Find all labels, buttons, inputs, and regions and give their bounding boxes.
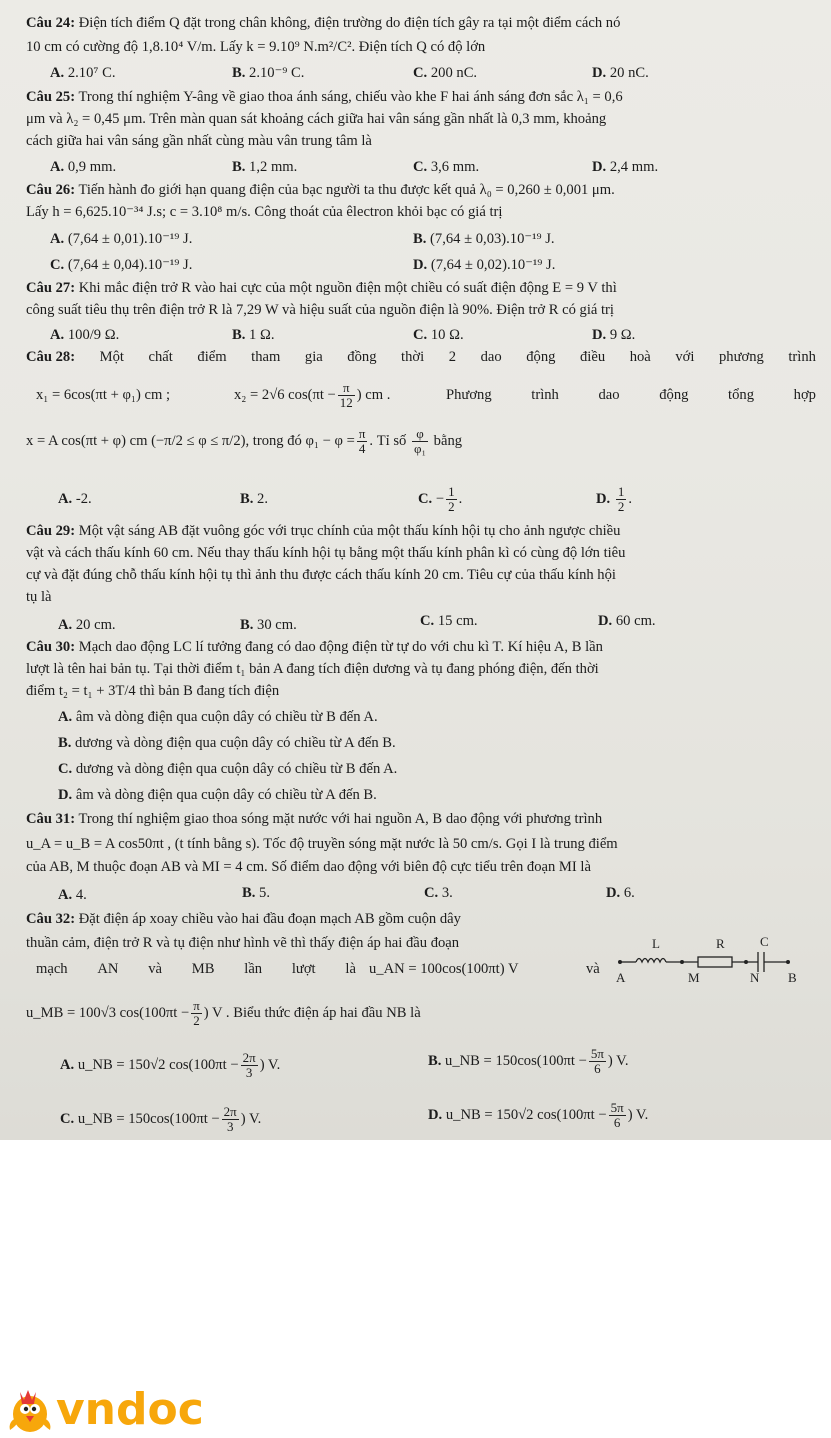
q27-option-c[interactable]: C. 10 Ω. bbox=[413, 327, 464, 343]
q29-line4: tụ là bbox=[26, 589, 52, 605]
q29-option-a[interactable]: A. 20 cm. bbox=[58, 617, 116, 633]
q26-option-b[interactable]: B. (7,64 ± 0,03).10⁻¹⁹ J. bbox=[413, 231, 555, 247]
q31-option-c[interactable]: C. 3. bbox=[424, 885, 453, 901]
q25-option-c[interactable]: C. 3,6 mm. bbox=[413, 159, 480, 175]
q29-line1: Câu 29: Một vật sáng AB đặt vuông góc với trục chính của một thấu kính hội tụ cho ảnh ngược chiều bbox=[26, 523, 621, 539]
q28-line3: x = A cos(πt + φ) cm (−π/2 ≤ φ ≤ π/2), trong đó φ₁ − φ = $\frac{\pi}{4}$ . Tỉ số $\frac{\varphi}{\text{φ₁}}$ bằng bbox=[26, 426, 463, 457]
q25-option-d[interactable]: D. 2,4 mm. bbox=[592, 159, 659, 175]
q25-line3: cách giữa hai vân sáng gần nhất cùng màu vân trung tâm là bbox=[26, 133, 372, 149]
vndoc-logo bbox=[4, 1378, 234, 1438]
q30-option-c[interactable]: C. dương và dòng điện qua cuộn dây có chiều từ B đến A. bbox=[58, 761, 398, 777]
q30-line1: Câu 30: Mạch dao động LC lí tưởng đang có dao động điện từ tự do với chu kì T. Kí hiệu A, B lần bbox=[26, 639, 603, 655]
q26-option-d[interactable]: D. (7,64 ± 0,02).10⁻¹⁹ J. bbox=[413, 257, 556, 273]
q29-line2: vật và cách thấu kính 60 cm. Nếu thay thấu kính hội tụ bằng một thấu kính phân kì có cùng độ lớn tiêu bbox=[26, 545, 626, 561]
q24-line2: 10 cm có cường độ 1,8.10⁴ V/m. Lấy k = 9.10⁹ N.m²/C². Điện tích Q có độ lớn bbox=[26, 39, 486, 55]
q30-line2: lượt là tên hai bản tụ. Tại thời điểm t₁ bản A đang tích điện dương và tụ đang phóng điện, đến thời bbox=[26, 661, 599, 677]
q25-line2: μm và λ₂ = 0,45 μm. Trên màn quan sát khoảng cách giữa hai vân sáng gần nhất là 0,3 mm, khoảng bbox=[26, 111, 607, 127]
q24-option-a[interactable]: A. 2.10⁷ C. bbox=[50, 65, 116, 81]
q32-line1: Câu 32: Đặt điện áp xoay chiều vào hai đầu đoạn mạch AB gồm cuộn dây bbox=[26, 911, 461, 927]
q32-option-a[interactable]: A. u_NB = 150√2 cos(100πt − $\frac{2\pi}{3}$ ) V. bbox=[60, 1050, 281, 1081]
q27-line1: Câu 27: Khi mắc điện trở R vào hai cực của một nguồn điện một chiều có suất điện động E = 9 V thì bbox=[26, 280, 617, 296]
q27-option-d[interactable]: D. 9 Ω. bbox=[592, 327, 636, 343]
q30-option-d[interactable]: D. âm và dòng điện qua cuộn dây có chiều từ A đến B. bbox=[58, 787, 377, 803]
q32-line2: thuần cảm, điện trở R và tụ điện như hình vẽ thì thấy điện áp hai đầu đoạn bbox=[26, 935, 460, 951]
q26-line1: Câu 26: Tiến hành đo giới hạn quang điện của bạc người ta thu được kết quả λ₀ = 0,260 ± 0,001 μm. bbox=[26, 182, 615, 198]
q28-option-a[interactable]: A. -2. bbox=[58, 491, 92, 507]
q30-option-a[interactable]: A. âm và dòng điện qua cuộn dây có chiều từ B đến A. bbox=[58, 709, 378, 725]
q32-option-c[interactable]: C. u_NB = 150cos(100πt − $\frac{2\pi}{3}$ ) V. bbox=[60, 1104, 262, 1135]
q31-line2: u_A = u_B = A cos50πt , (t tính bằng s). Tốc độ truyền sóng mặt nước là 50 cm/s. Gọi I là trung điểm bbox=[26, 836, 618, 852]
q28-line1: Câu 28: Một chất điểm tham gia đồng thời 2 dao động điều hoà với phương trình bbox=[26, 349, 816, 365]
node-a bbox=[618, 960, 622, 964]
node-b bbox=[786, 960, 790, 964]
q27-option-a[interactable]: A. 100/9 Ω. bbox=[50, 327, 120, 343]
label-l: L bbox=[652, 936, 660, 951]
q26-line2: Lấy h = 6,625.10⁻³⁴ J.s; c = 3.10⁸ m/s. Công thoát của êlectron khỏi bạc có giá trị bbox=[26, 204, 503, 220]
q31-line1: Câu 31: Trong thí nghiệm giao thoa sóng mặt nước với hai nguồn A, B dao động với phương trình bbox=[26, 811, 603, 827]
label-n: N bbox=[750, 970, 760, 985]
node-n bbox=[744, 960, 748, 964]
q24-label: Câu 24: bbox=[26, 15, 76, 31]
q32-option-b[interactable]: B. u_NB = 150cos(100πt − $\frac{5\pi}{6}$ ) V. bbox=[428, 1046, 629, 1077]
q31-option-a[interactable]: A. 4. bbox=[58, 887, 87, 903]
label-m: M bbox=[688, 970, 700, 985]
q24-option-b[interactable]: B. 2.10⁻⁹ C. bbox=[232, 65, 305, 81]
q24-text1: Điện tích điểm Q đặt trong chân không, điện trường do điện tích gây ra tại một điểm cách nó bbox=[78, 15, 621, 31]
q24-option-d[interactable]: D. 20 nC. bbox=[592, 65, 649, 81]
label-r: R bbox=[716, 936, 725, 951]
q31-option-d[interactable]: D. 6. bbox=[606, 885, 635, 901]
q25-line1: Câu 25: Trong thí nghiệm Y-âng về giao thoa ánh sáng, chiếu vào khe F hai ánh sáng đơn sắc λ₁ = 0,6 bbox=[26, 89, 623, 105]
resistor-box bbox=[698, 957, 732, 967]
q27-line2: công suất tiêu thụ trên điện trở R là 7,29 W và hiệu suất của nguồn điện là 90%. Điện trở R có giá trị bbox=[26, 302, 614, 318]
q28-option-c[interactable]: C. − $\frac{1}{2}$ . bbox=[418, 484, 463, 515]
q29-option-c[interactable]: C. 15 cm. bbox=[420, 613, 478, 629]
q25-option-a[interactable]: A. 0,9 mm. bbox=[50, 159, 117, 175]
q29-option-b[interactable]: B. 30 cm. bbox=[240, 617, 297, 633]
q25-option-b[interactable]: B. 1,2 mm. bbox=[232, 159, 298, 175]
q26-option-a[interactable]: A. (7,64 ± 0,01).10⁻¹⁹ J. bbox=[50, 231, 193, 247]
exam-page: Câu 24: Điện tích điểm Q đặt trong chân không, điện trường do điện tích gây ra tại một điểm cách nó 10 cm có cường độ 1,8.10⁴ V/m. Lấy k = 9.10⁹ N.m²/C². Điện tích Q có độ lớn A. 2.10⁷ C. B. 2.10⁻⁹ C. C. 200 nC. D. 20 nC. Câu 25: Trong thí nghiệm Y-âng về giao thoa ánh sáng, chiếu vào khe F hai ánh sáng đơn sắc λ₁ = 0,6 μm và λ₂ = 0,45 μm. Trên màn quan sát khoảng cách giữa hai vân sáng gần nhất là 0,3 mm, khoảng cách giữa hai vân sáng gần nhất cùng màu vân trung tâm là A. 0,9 mm. B. 1,2 mm. C. 3,6 mm. D. 2,4 mm. Câu 26: Tiến hành đo giới hạn quang điện của bạc người ta thu được kết quả λ₀ = 0,260 ± 0,001 μm. Lấy h = 6,625.10⁻³⁴ J.s; c = 3.10⁸ m/s. Công thoát của êlectron khỏi bạc có giá trị A. (7,64 ± 0,01).10⁻¹⁹ J. B. (7,64 ± 0,03).10⁻¹⁹ J. C. (7,64 ± 0,04).10⁻¹⁹ J. D. (7,64 ± 0,02).10⁻¹⁹ J. Câu 27: Khi mắc điện trở R vào hai cực của một nguồn điện một chiều có suất điện động E = 9 V thì công suất tiêu thụ trên điện trở R là 7,29 W và hiệu suất của nguồn điện là 90%. Điện trở R có giá trị A. 100/9 Ω. B. 1 Ω. C. 10 Ω. D. 9 Ω. Câu 28: Một chất điểm tham gia đồng thời 2 dao động điều hoà với phương trình x₁ = 6cos(πt + φ₁) cm ; x₂ = 2√6 cos(πt − $\frac{\pi}{12}$ ) cm . Phương trình dao động tổng hợp x = A cos(πt + φ) cm (−π/2 ≤ φ ≤ π/2), trong đó φ₁ − φ = $\frac{\pi}{4}$ . Tỉ số $\frac{\varphi}{\text{φ₁}}$ bằng A. -2. B. 2. C. − $\frac{1}{2}$ . D. $\frac{1}{2}$ . Câu 29: Một vật sáng AB đặt vuông góc với trục chính của một thấu kính hội tụ cho ảnh ngược chiều vật và cách thấu kính 60 cm. Nếu thay thấu kính hội tụ bằng một thấu kính phân kì có cùng độ lớn tiêu cự và đặt đúng chỗ thấu kính hội tụ thì ảnh thu được cách thấu kính 20 cm. Tiêu cự của thấu kính hội tụ là A. 20 cm. B. 30 cm. C. 15 cm. D. 60 cm. Câu 30: Mạch dao động LC lí tưởng đang có dao động điện từ tự do với chu kì T. Kí hiệu A, B lần lượt là tên hai bản tụ. Tại thời điểm t₁ bản A đang tích điện dương và tụ đang phóng điện, đến thời điểm t₂ = t₁ + 3T/4 thì bản B đang tích điện A. âm và dòng điện qua cuộn dây có chiều từ B đến A. B. dương và dòng điện qua cuộn dây có chiều từ A đến B. C. dương và dòng điện qua cuộn dây có chiều từ B đến A. D. âm và dòng điện qua cuộn dây có chiều từ A đến B. Câu 31: Trong thí nghiệm giao thoa sóng mặt nước với hai nguồn A, B dao động với phương trình u_A = u_B = A cos50πt , (t tính bằng s). Tốc độ truyền sóng mặt nước là 50 cm/s. Gọi I là trung điểm của AB, M thuộc đoạn AB và MI = 4 cm. Số điểm dao động với biên độ cực tiểu trên đoạn MI là A. 4. B. 5. C. 3. D. 6. Câu 32: Đặt điện áp xoay chiều vào hai đầu đoạn mạch AB gồm cuộn dây thuần cảm, điện trở R và tụ điện như hình vẽ thì thấy điện áp hai đầu đoạn mạch AN và MB lần lượt là u_AN = 100cos(100πt) V và u_MB = 100√3 cos(100πt − $\frac{\pi}{2}$ ) V . Biểu thức điện áp hai đầu NB là A. u_NB = 150√2 cos(100πt − $\frac{2\pi}{3}$ ) V. B. u_NB = 150cos(100πt − $\frac{5\pi}{6}$ ) V. C. u_NB = 150cos(100πt − $\frac{2\pi}{3}$ ) V. D. u_NB = 150√2 cos(100πt − $\frac{5\pi}{6}$ ) V. L R C A M N B bbox=[0, 0, 831, 1140]
q28-line2: x₁ = 6cos(πt + φ₁) cm ; x₂ = 2√6 cos(πt − $\frac{\pi}{12}$ ) cm . Phương trình dao động tổng hợp bbox=[26, 378, 816, 412]
inductor-coil bbox=[636, 959, 666, 963]
q28-x2: x₂ = 2√6 cos(πt − $\frac{\pi}{12}$ ) cm . bbox=[234, 380, 391, 411]
label-b: B bbox=[788, 970, 797, 985]
circuit-diagram bbox=[612, 930, 812, 990]
logo-wordmark: vndoc bbox=[56, 1384, 204, 1435]
q29-option-d[interactable]: D. 60 cm. bbox=[598, 613, 656, 629]
q32-option-d[interactable]: D. u_NB = 150√2 cos(100πt − $\frac{5\pi}{6}$ ) V. bbox=[428, 1100, 649, 1131]
q28-option-d[interactable]: D. $\frac{1}{2}$ . bbox=[596, 484, 633, 515]
q31-line3: của AB, M thuộc đoạn AB và MI = 4 cm. Số điểm dao động với biên độ cực tiểu trên đoạn MI là bbox=[26, 859, 591, 875]
q30-line3: điểm t₂ = t₁ + 3T/4 thì bản B đang tích điện bbox=[26, 683, 280, 699]
q27-option-b[interactable]: B. 1 Ω. bbox=[232, 327, 275, 343]
q31-option-b[interactable]: B. 5. bbox=[242, 885, 270, 901]
chicken-mascot-icon bbox=[10, 1390, 51, 1432]
q24-line1 bbox=[26, 14, 816, 32]
q30-option-b[interactable]: B. dương và dòng điện qua cuộn dây có chiều từ A đến B. bbox=[58, 735, 396, 751]
q26-option-c[interactable]: C. (7,64 ± 0,04).10⁻¹⁹ J. bbox=[50, 257, 193, 273]
q28-option-b[interactable]: B. 2. bbox=[240, 491, 268, 507]
label-c: C bbox=[760, 934, 769, 949]
q24-option-c[interactable]: C. 200 nC. bbox=[413, 65, 478, 81]
q32-line4: u_MB = 100√3 cos(100πt − $\frac{\pi}{2}$ ) V . Biểu thức điện áp hai đầu NB là bbox=[26, 998, 421, 1029]
q28-x1: x₁ = 6cos(πt + φ₁) cm ; bbox=[36, 387, 171, 403]
node-m bbox=[680, 960, 684, 964]
q29-line3: cự và đặt đúng chỗ thấu kính hội tụ thì ảnh thu được cách thấu kính 20 cm. Tiêu cự của thấu kính hội bbox=[26, 567, 616, 583]
label-a: A bbox=[616, 970, 626, 985]
